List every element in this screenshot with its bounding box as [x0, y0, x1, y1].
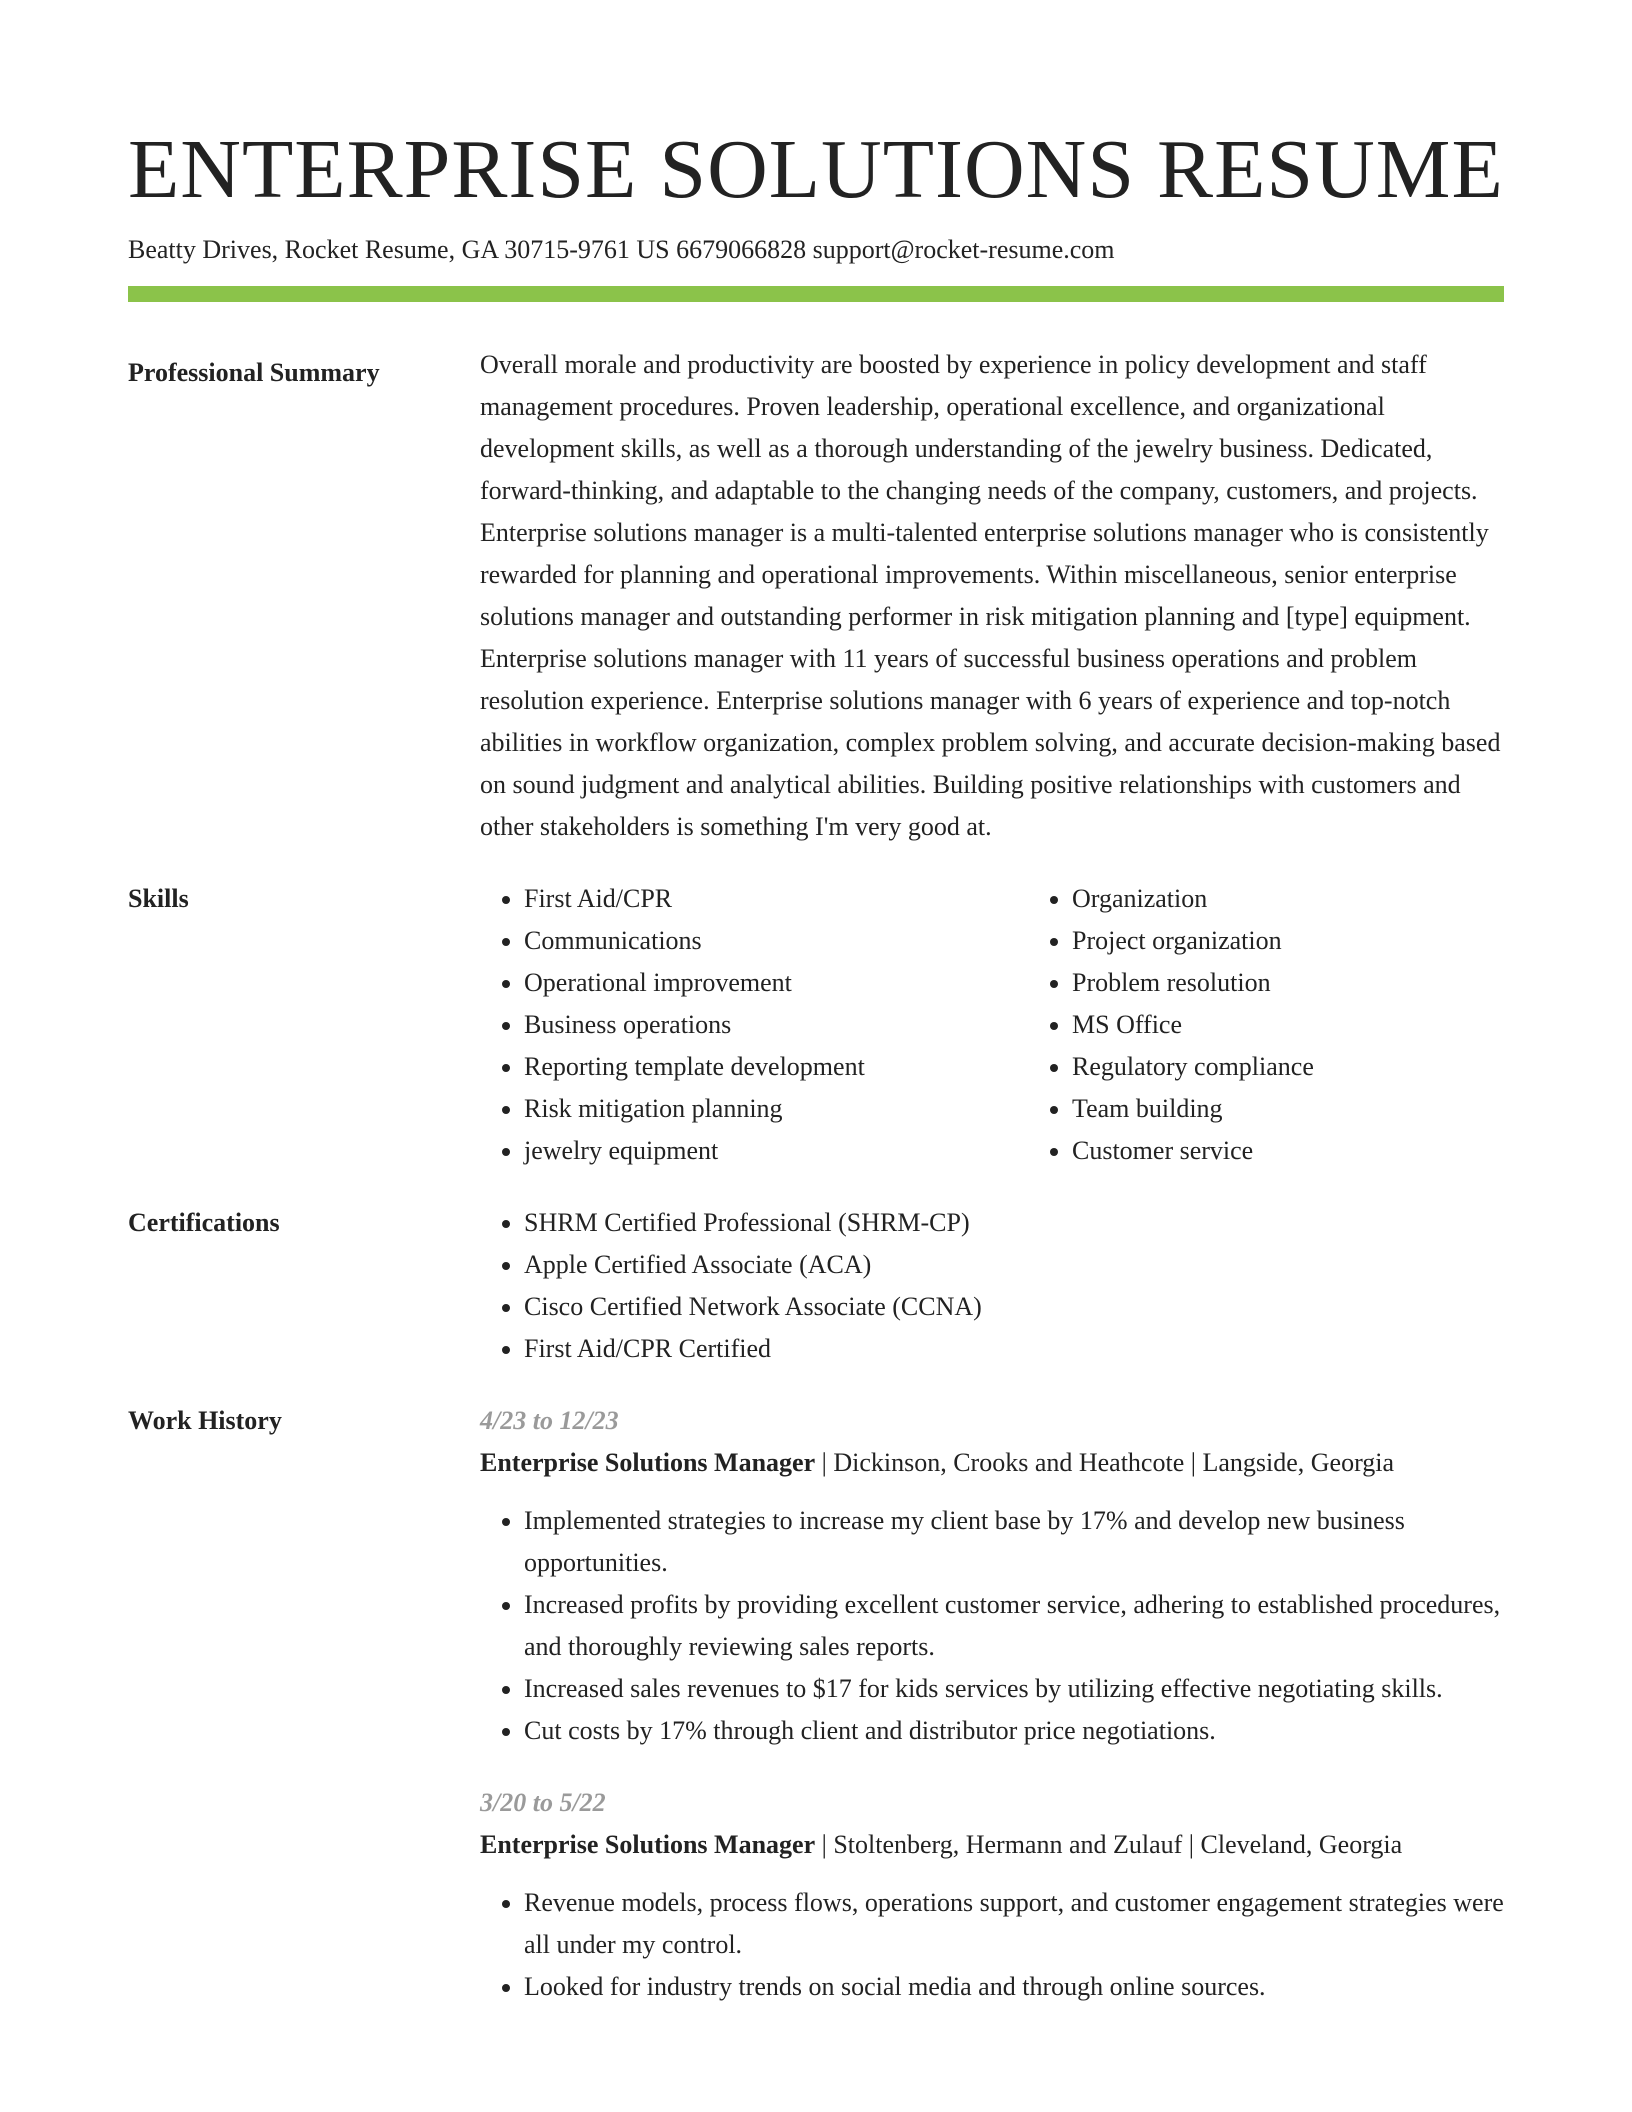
certification-item: • First Aid/CPR Certified — [524, 1328, 1504, 1370]
job-bullet: • Increased sales revenues to $17 for kids services by utilizing effective negotiating skills. — [524, 1668, 1504, 1710]
certification-item: • Apple Certified Associate (ACA) — [524, 1244, 1504, 1286]
skill-item: • Organization — [1072, 878, 1532, 920]
skills-grid — [480, 878, 1532, 1172]
resume-title: ENTERPRISE SOLUTIONS RESUME — [128, 123, 1504, 216]
skill-item: • Customer service — [1072, 1130, 1532, 1172]
section-label-skills: Skills — [128, 884, 189, 913]
certifications-list — [480, 1202, 1504, 1370]
job-bullet: • Increased profits by providing excellent customer service, adhering to established procedures, and thoroughly reviewing sales reports. — [524, 1584, 1504, 1668]
job-heading — [480, 1824, 1504, 1866]
section-label-work-history: Work History — [128, 1406, 282, 1435]
job-employer-location: | Dickinson, Crooks and Heathcote | Langside, Georgia — [815, 1448, 1395, 1477]
certification-item: • SHRM Certified Professional (SHRM-CP) — [524, 1202, 1504, 1244]
summary-body — [480, 352, 1504, 848]
header-accent-rule — [128, 286, 1504, 302]
work-history-section — [128, 1400, 1504, 2038]
work-history-body — [480, 1400, 1504, 2038]
skill-item: • MS Office — [1072, 1004, 1532, 1046]
job-bullet-list — [480, 1500, 1504, 1752]
contact-line: Beatty Drives, Rocket Resume, GA 30715-9761 US 6679066828 support@rocket-resume.com — [128, 235, 1115, 264]
job-bullet: • Implemented strategies to increase my client base by 17% and develop new business opportunities. — [524, 1500, 1504, 1584]
skill-item: • Reporting template development — [524, 1046, 1028, 1088]
certifications-section — [128, 1202, 1504, 1370]
section-label-certifications: Certifications — [128, 1208, 280, 1237]
skill-item: • Operational improvement — [524, 962, 1028, 1004]
skill-item: • Risk mitigation planning — [524, 1088, 1028, 1130]
job-title: Enterprise Solutions Manager — [480, 1448, 816, 1477]
skills-column-2 — [1028, 878, 1532, 1172]
skill-item: • Communications — [524, 920, 1028, 962]
job-title: Enterprise Solutions Manager — [480, 1830, 816, 1859]
skill-item: • Team building — [1072, 1088, 1532, 1130]
skill-item: • First Aid/CPR — [524, 878, 1028, 920]
job-entry — [480, 1400, 1504, 1752]
job-date: 4/23 to 12/23 — [480, 1406, 619, 1435]
skill-item: • Project organization — [1072, 920, 1532, 962]
summary-section — [128, 352, 1504, 848]
job-bullet: • Looked for industry trends on social media and through online sources. — [524, 1966, 1504, 2008]
job-heading — [480, 1442, 1504, 1484]
job-entry — [480, 1782, 1504, 2008]
job-employer-location: | Stoltenberg, Hermann and Zulauf | Cleveland, Georgia — [815, 1830, 1403, 1859]
section-label-summary: Professional Summary — [128, 358, 380, 387]
summary-text: Overall morale and productivity are boosted by experience in policy development and staff management procedures. Proven leadership, operational excellence, and organizational development skills, as well as a thorough understanding of the jewelry business. Dedicated, forward-thinking, and adaptable to the changing needs of the company, customers, and projects. Enterprise solutions manager is a multi-talented enterprise solutions manager who is consistently rewarded for planning and operational improvements. Within miscellaneous, senior enterprise solutions manager and outstanding performer in risk mitigation planning and [type] equipment. Enterprise solutions manager with 11 years of successful business operations and problem resolution experience. Enterprise solutions manager with 6 years of experience and top-notch abilities in workflow organization, complex problem solving, and accurate decision-making based on sound judgment and analytical abilities. Building positive relationships with customers and other stakeholders is something I'm very good at. — [480, 350, 1501, 841]
resume-page — [128, 118, 1504, 2038]
job-date: 3/20 to 5/22 — [480, 1788, 606, 1817]
skills-section — [128, 878, 1504, 1172]
skills-column-1 — [480, 878, 1028, 1172]
job-bullet: • Cut costs by 17% through client and distributor price negotiations. — [524, 1710, 1504, 1752]
skill-item: • Regulatory compliance — [1072, 1046, 1532, 1088]
skill-item: • Problem resolution — [1072, 962, 1532, 1004]
certification-item: • Cisco Certified Network Associate (CCNA) — [524, 1286, 1504, 1328]
job-bullet-list — [480, 1882, 1504, 2008]
certifications-body — [480, 1202, 1504, 1370]
skill-item: • Business operations — [524, 1004, 1028, 1046]
job-bullet: • Revenue models, process flows, operations support, and customer engagement strategies were all under my control. — [524, 1882, 1504, 1966]
skill-item: • jewelry equipment — [524, 1130, 1028, 1172]
